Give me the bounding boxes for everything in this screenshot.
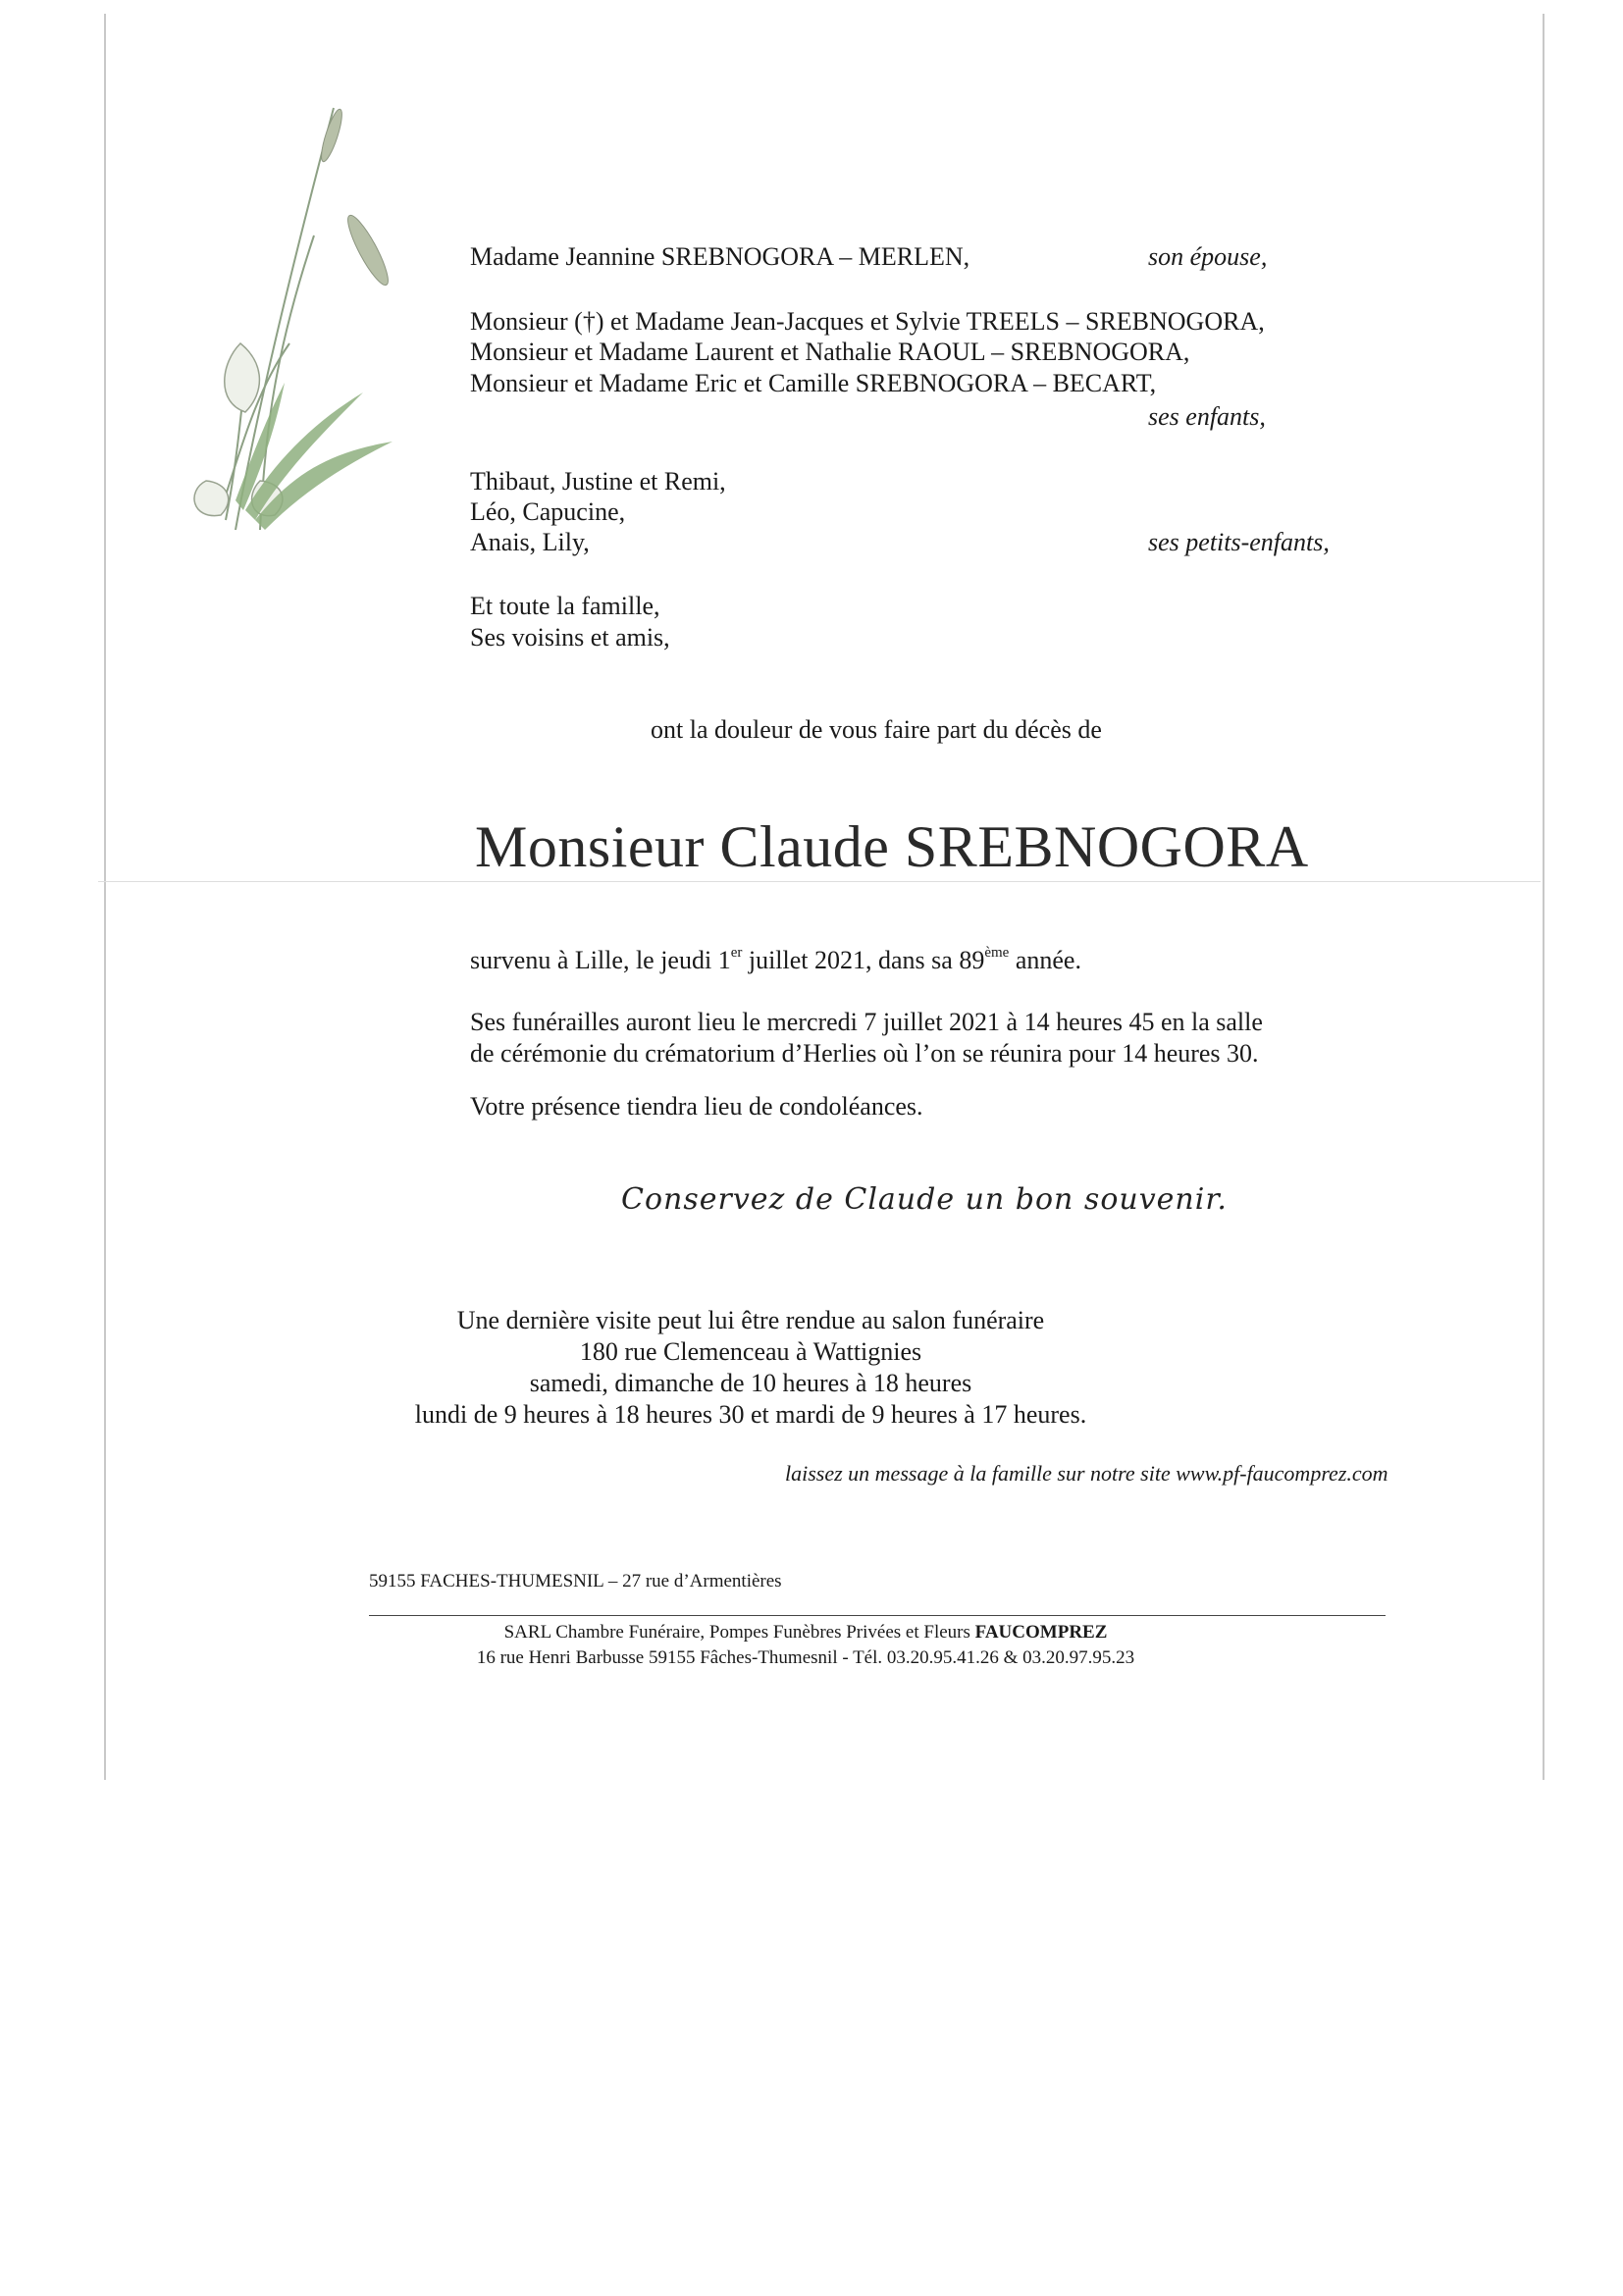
death-text-mid: juillet 2021, dans sa 89	[742, 946, 985, 974]
quote-line: Conservez de Claude un bon souvenir.	[621, 1182, 1228, 1217]
death-text-pre: survenu à Lille, le jeudi 1	[470, 946, 731, 974]
children-role: ses enfants,	[1148, 402, 1266, 431]
footer-address: 59155 FACHES-THUMESNIL – 27 rue d’Armentières	[369, 1571, 782, 1592]
grandchild-line-2: Léo, Capucine,	[470, 497, 626, 526]
website-note: laissez un message à la famille sur notre site www.pf-faucomprez.com	[785, 1461, 1388, 1486]
death-sup-1: er	[730, 945, 743, 961]
spouse-line: Madame Jeannine SREBNOGORA – MERLEN,	[470, 242, 970, 271]
funeral-line-1: Ses funérailles auront lieu le mercredi 7 juillet 2021 à 14 heures 45 en la salle	[470, 1008, 1263, 1036]
wheat-lily-illustration	[167, 98, 412, 540]
others-line-2: Ses voisins et amis,	[470, 623, 670, 652]
condolences-line: Votre présence tiendra lieu de condoléances.	[470, 1092, 923, 1121]
others-line-1: Et toute la famille,	[470, 592, 660, 620]
right-sheet-edge	[1543, 14, 1544, 1780]
footer-company-brand: FAUCOMPREZ	[974, 1622, 1108, 1643]
deceased-name: Monsieur Claude SREBNOGORA	[475, 814, 1309, 879]
death-sup-2: ème	[984, 945, 1010, 961]
footer-contact: 16 rue Henri Barbusse 59155 Fâches-Thumesnil - Tél. 03.20.95.41.26 & 03.20.97.95.23	[476, 1647, 1135, 1668]
child-line-1: Monsieur (†) et Madame Jean-Jacques et Sylvie TREELS – SREBNOGORA,	[470, 307, 1265, 336]
child-line-3: Monsieur et Madame Eric et Camille SREBNOGORA – BECART,	[470, 369, 1157, 397]
death-line	[470, 945, 1081, 976]
footer-company	[0, 1621, 1617, 1644]
footer-rule	[369, 1615, 1386, 1616]
visit-line-1: Une dernière visite peut lui être rendue au salon funéraire	[456, 1306, 1045, 1334]
spouse-role: son épouse,	[1148, 242, 1268, 271]
grandchild-line-3: Anais, Lily,	[470, 528, 590, 556]
announcement: ont la douleur de vous faire part du décès de	[651, 715, 1102, 744]
grandchild-line-1: Thibaut, Justine et Remi,	[470, 467, 726, 496]
death-text-post: année.	[1009, 946, 1081, 974]
fold-line	[98, 881, 1541, 882]
child-line-2: Monsieur et Madame Laurent et Nathalie RAOUL – SREBNOGORA,	[470, 338, 1190, 366]
grandchildren-role: ses petits-enfants,	[1148, 528, 1330, 556]
visit-line-3: samedi, dimanche de 10 heures à 18 heures	[529, 1369, 972, 1397]
footer-company-text: SARL Chambre Funéraire, Pompes Funèbres Privées et Fleurs	[503, 1622, 975, 1643]
left-sheet-edge	[104, 14, 106, 1780]
funeral-line-2: de cérémonie du crématorium d’Herlies où l’on se réunira pour 14 heures 30.	[470, 1039, 1259, 1068]
visit-line-4: lundi de 9 heures à 18 heures 30 et mardi de 9 heures à 17 heures.	[414, 1400, 1087, 1429]
visit-line-2: 180 rue Clemenceau à Wattignies	[579, 1337, 922, 1366]
